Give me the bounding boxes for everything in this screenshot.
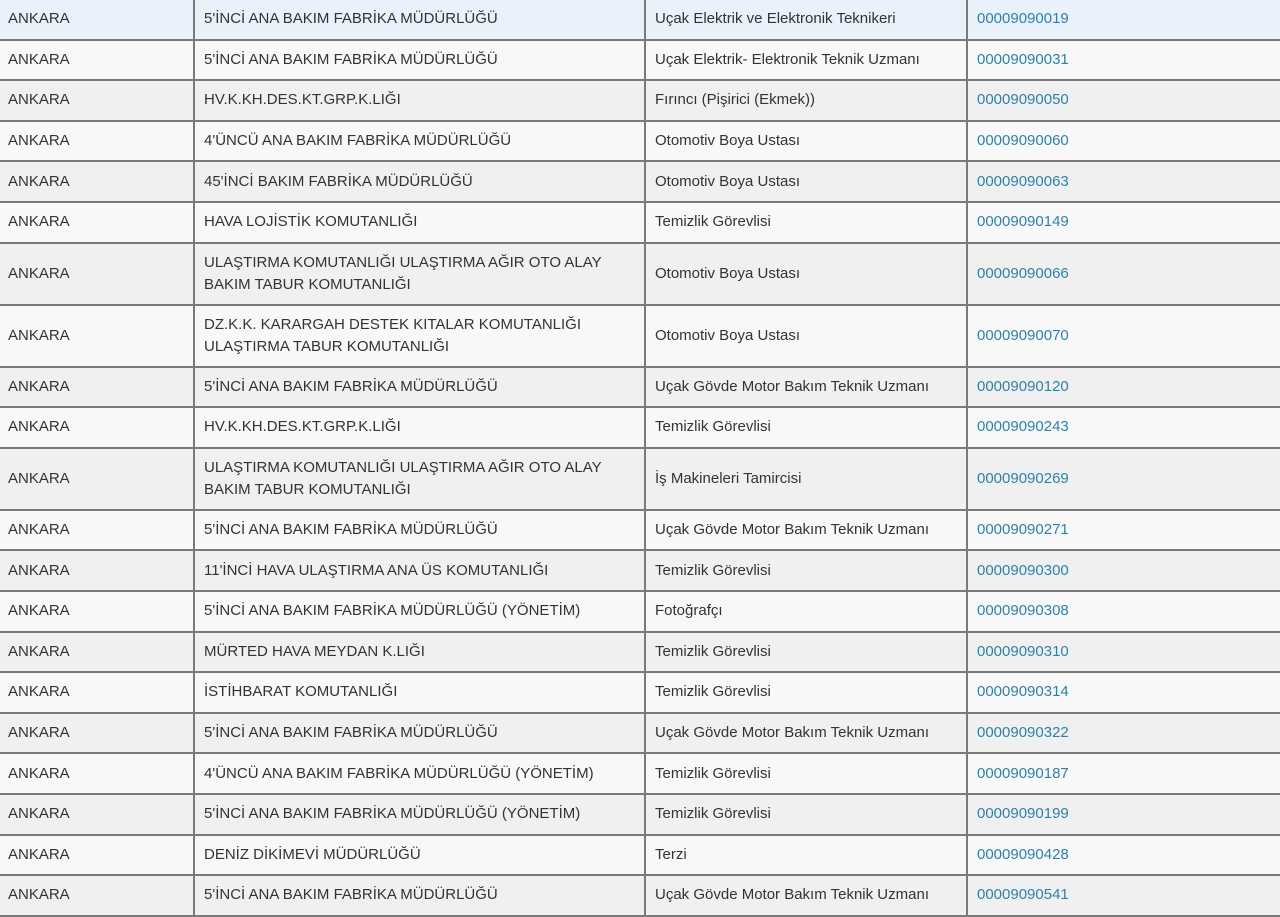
job-title-cell	[645, 875, 967, 916]
listing-code-cell	[967, 591, 1280, 632]
unit-text: 5'İNCİ ANA BAKIM FABRİKA MÜDÜRLÜĞÜ	[204, 886, 498, 904]
listing-code-link[interactable]: 00009090063	[977, 172, 1069, 190]
unit-cell	[194, 161, 645, 202]
job-title-text: Otomotiv Boya Ustası	[655, 326, 801, 344]
unit-cell	[194, 632, 645, 673]
city-cell	[0, 121, 194, 162]
listing-code-link[interactable]: 00009090322	[977, 724, 1069, 742]
city-cell	[0, 0, 194, 40]
city-text: ANKARA	[8, 724, 70, 742]
table-row	[0, 305, 1280, 367]
city-text: ANKARA	[8, 521, 70, 539]
table-row	[0, 591, 1280, 632]
unit-text: 4'ÜNCÜ ANA BAKIM FABRİKA MÜDÜRLÜĞÜ	[204, 132, 512, 150]
job-title-text: Uçak Elektrik- Elektronik Teknik Uzmanı	[655, 50, 920, 68]
table-row	[0, 794, 1280, 835]
unit-cell	[194, 407, 645, 448]
city-cell	[0, 367, 194, 408]
listing-code-link[interactable]: 00009090060	[977, 132, 1069, 150]
job-title-cell	[645, 753, 967, 794]
job-title-text: Otomotiv Boya Ustası	[655, 172, 801, 190]
listing-code-link[interactable]: 00009090199	[977, 805, 1069, 823]
city-text: ANKARA	[8, 642, 70, 660]
job-title-text: Temizlik Görevlisi	[655, 418, 771, 436]
job-title-cell	[645, 550, 967, 591]
unit-text: 4'ÜNCÜ ANA BAKIM FABRİKA MÜDÜRLÜĞÜ (YÖNETİM)	[204, 764, 594, 782]
city-text: ANKARA	[8, 10, 70, 28]
unit-text: HV.K.KH.DES.KT.GRP.K.LIĞI	[204, 418, 401, 436]
unit-text: HV.K.KH.DES.KT.GRP.K.LIĞI	[204, 91, 401, 109]
listing-code-cell	[967, 794, 1280, 835]
unit-text: 11'İNCİ HAVA ULAŞTIRMA ANA ÜS KOMUTANLIĞI	[204, 561, 549, 579]
listing-code-cell	[967, 550, 1280, 591]
city-text: ANKARA	[8, 561, 70, 579]
unit-cell	[194, 713, 645, 754]
unit-text: MÜRTED HAVA MEYDAN K.LIĞI	[204, 642, 425, 660]
table-row	[0, 550, 1280, 591]
listing-code-link[interactable]: 00009090187	[977, 764, 1069, 782]
unit-cell	[194, 121, 645, 162]
unit-text: 5'İNCİ ANA BAKIM FABRİKA MÜDÜRLÜĞÜ (YÖNETİM)	[204, 805, 581, 823]
unit-cell	[194, 80, 645, 121]
table-row	[0, 121, 1280, 162]
listing-code-link[interactable]: 00009090308	[977, 602, 1069, 620]
unit-cell	[194, 305, 645, 367]
unit-text: İSTİHBARAT KOMUTANLIĞI	[204, 683, 398, 701]
job-title-cell	[645, 672, 967, 713]
job-title-cell	[645, 632, 967, 673]
unit-text: 5'İNCİ ANA BAKIM FABRİKA MÜDÜRLÜĞÜ	[204, 521, 498, 539]
job-title-cell	[645, 80, 967, 121]
table-row	[0, 367, 1280, 408]
city-text: ANKARA	[8, 469, 70, 487]
job-title-text: Fırıncı (Pişirici (Ekmek))	[655, 91, 815, 109]
table-row	[0, 632, 1280, 673]
city-text: ANKARA	[8, 845, 70, 863]
city-cell	[0, 510, 194, 551]
listing-code-cell	[967, 448, 1280, 510]
unit-cell	[194, 40, 645, 81]
listing-code-cell	[967, 835, 1280, 876]
job-title-cell	[645, 0, 967, 40]
listing-code-cell	[967, 305, 1280, 367]
city-cell	[0, 243, 194, 305]
table-row	[0, 40, 1280, 81]
unit-cell	[194, 367, 645, 408]
unit-text: 5'İNCİ ANA BAKIM FABRİKA MÜDÜRLÜĞÜ (YÖNETİM)	[204, 602, 581, 620]
city-text: ANKARA	[8, 132, 70, 150]
listing-code-link[interactable]: 00009090310	[977, 642, 1069, 660]
listing-code-cell	[967, 367, 1280, 408]
listing-code-link[interactable]: 00009090300	[977, 561, 1069, 579]
job-title-text: Uçak Gövde Motor Bakım Teknik Uzmanı	[655, 521, 929, 539]
city-cell	[0, 794, 194, 835]
table-row	[0, 835, 1280, 876]
city-cell	[0, 632, 194, 673]
city-cell	[0, 80, 194, 121]
job-title-cell	[645, 448, 967, 510]
job-title-text: Temizlik Görevlisi	[655, 683, 771, 701]
job-title-text: Temizlik Görevlisi	[655, 642, 771, 660]
listing-code-cell	[967, 40, 1280, 81]
table-row	[0, 713, 1280, 754]
job-title-cell	[645, 407, 967, 448]
city-cell	[0, 448, 194, 510]
job-title-text: Temizlik Görevlisi	[655, 213, 771, 231]
job-title-cell	[645, 40, 967, 81]
city-text: ANKARA	[8, 418, 70, 436]
listing-code-cell	[967, 510, 1280, 551]
listing-code-link[interactable]: 00009090066	[977, 264, 1069, 282]
listing-code-link[interactable]: 00009090541	[977, 886, 1069, 904]
job-title-text: Uçak Gövde Motor Bakım Teknik Uzmanı	[655, 377, 929, 395]
unit-cell	[194, 202, 645, 243]
job-title-text: Uçak Elektrik ve Elektronik Teknikeri	[655, 10, 896, 28]
listing-code-cell	[967, 672, 1280, 713]
city-cell	[0, 550, 194, 591]
job-title-cell	[645, 161, 967, 202]
city-text: ANKARA	[8, 172, 70, 190]
table-row	[0, 510, 1280, 551]
city-text: ANKARA	[8, 264, 70, 282]
unit-text: HAVA LOJİSTİK KOMUTANLIĞI	[204, 213, 418, 231]
listing-code-cell	[967, 121, 1280, 162]
table-row	[0, 875, 1280, 916]
city-cell	[0, 591, 194, 632]
table-row	[0, 672, 1280, 713]
unit-cell	[194, 753, 645, 794]
listing-code-cell	[967, 407, 1280, 448]
job-title-cell	[645, 794, 967, 835]
job-title-cell	[645, 510, 967, 551]
unit-text: DZ.K.K. KARARGAH DESTEK KITALAR KOMUTANLIĞI ULAŞTIRMA TABUR KOMUTANLIĞI	[204, 315, 582, 355]
city-text: ANKARA	[8, 886, 70, 904]
unit-cell	[194, 875, 645, 916]
unit-cell	[194, 794, 645, 835]
job-title-cell	[645, 713, 967, 754]
job-title-text: Terzi	[655, 845, 687, 863]
table-row	[0, 448, 1280, 510]
city-text: ANKARA	[8, 602, 70, 620]
unit-cell	[194, 672, 645, 713]
unit-text: 5'İNCİ ANA BAKIM FABRİKA MÜDÜRLÜĞÜ	[204, 50, 498, 68]
listing-code-cell	[967, 243, 1280, 305]
city-cell	[0, 713, 194, 754]
job-title-text: İş Makineleri Tamircisi	[655, 469, 802, 487]
city-cell	[0, 672, 194, 713]
listing-code-cell	[967, 0, 1280, 40]
listing-code-cell	[967, 713, 1280, 754]
unit-cell	[194, 243, 645, 305]
listing-code-link[interactable]: 00009090019	[977, 10, 1069, 28]
city-text: ANKARA	[8, 91, 70, 109]
unit-text: 5'İNCİ ANA BAKIM FABRİKA MÜDÜRLÜĞÜ	[204, 377, 498, 395]
table-row	[0, 243, 1280, 305]
table-row	[0, 161, 1280, 202]
city-cell	[0, 407, 194, 448]
listing-code-cell	[967, 632, 1280, 673]
job-title-cell	[645, 305, 967, 367]
city-text: ANKARA	[8, 764, 70, 782]
unit-cell	[194, 510, 645, 551]
unit-text: ULAŞTIRMA KOMUTANLIĞI ULAŞTIRMA AĞIR OTO ALAY BAKIM TABUR KOMUTANLIĞI	[204, 458, 602, 498]
city-text: ANKARA	[8, 50, 70, 68]
table-row	[0, 202, 1280, 243]
job-title-cell	[645, 243, 967, 305]
unit-text: 45'İNCİ BAKIM FABRİKA MÜDÜRLÜĞÜ	[204, 172, 473, 190]
job-title-text: Fotoğrafçı	[655, 602, 723, 620]
table-row	[0, 753, 1280, 794]
unit-cell	[194, 448, 645, 510]
listing-code-link[interactable]: 00009090070	[977, 326, 1069, 344]
unit-text: DENİZ DİKİMEVİ MÜDÜRLÜĞÜ	[204, 845, 421, 863]
city-text: ANKARA	[8, 213, 70, 231]
job-title-text: Temizlik Görevlisi	[655, 764, 771, 782]
city-cell	[0, 40, 194, 81]
job-title-cell	[645, 121, 967, 162]
city-text: ANKARA	[8, 377, 70, 395]
listing-code-link[interactable]: 00009090271	[977, 521, 1069, 539]
listing-code-link[interactable]: 00009090120	[977, 377, 1069, 395]
listing-code-link[interactable]: 00009090314	[977, 683, 1069, 701]
listing-code-link[interactable]: 00009090428	[977, 845, 1069, 863]
job-title-cell	[645, 591, 967, 632]
job-title-cell	[645, 835, 967, 876]
city-text: ANKARA	[8, 683, 70, 701]
job-title-cell	[645, 202, 967, 243]
unit-text: 5'İNCİ ANA BAKIM FABRİKA MÜDÜRLÜĞÜ	[204, 724, 498, 742]
listing-code-cell	[967, 202, 1280, 243]
listing-code-cell	[967, 161, 1280, 202]
listing-code-link[interactable]: 00009090149	[977, 213, 1069, 231]
unit-cell	[194, 835, 645, 876]
job-title-text: Otomotiv Boya Ustası	[655, 264, 801, 282]
unit-text: 5'İNCİ ANA BAKIM FABRİKA MÜDÜRLÜĞÜ	[204, 10, 498, 28]
listing-code-link[interactable]: 00009090269	[977, 469, 1069, 487]
unit-text: ULAŞTIRMA KOMUTANLIĞI ULAŞTIRMA AĞIR OTO ALAY BAKIM TABUR KOMUTANLIĞI	[204, 253, 602, 293]
city-text: ANKARA	[8, 805, 70, 823]
job-title-cell	[645, 367, 967, 408]
unit-cell	[194, 591, 645, 632]
job-title-text: Uçak Gövde Motor Bakım Teknik Uzmanı	[655, 886, 929, 904]
listing-code-link[interactable]: 00009090031	[977, 50, 1069, 68]
table-row	[0, 80, 1280, 121]
city-cell	[0, 753, 194, 794]
job-title-text: Temizlik Görevlisi	[655, 561, 771, 579]
listing-code-cell	[967, 80, 1280, 121]
listing-code-cell	[967, 875, 1280, 916]
job-title-text: Temizlik Görevlisi	[655, 805, 771, 823]
job-title-text: Otomotiv Boya Ustası	[655, 132, 801, 150]
city-text: ANKARA	[8, 326, 70, 344]
job-title-text: Uçak Gövde Motor Bakım Teknik Uzmanı	[655, 724, 929, 742]
city-cell	[0, 305, 194, 367]
table-row	[0, 407, 1280, 448]
unit-cell	[194, 550, 645, 591]
listing-code-cell	[967, 753, 1280, 794]
city-cell	[0, 835, 194, 876]
listing-code-link[interactable]: 00009090050	[977, 91, 1069, 109]
city-cell	[0, 202, 194, 243]
listing-code-link[interactable]: 00009090243	[977, 418, 1069, 436]
city-cell	[0, 161, 194, 202]
unit-cell	[194, 0, 645, 40]
city-cell	[0, 875, 194, 916]
table-row	[0, 0, 1280, 40]
